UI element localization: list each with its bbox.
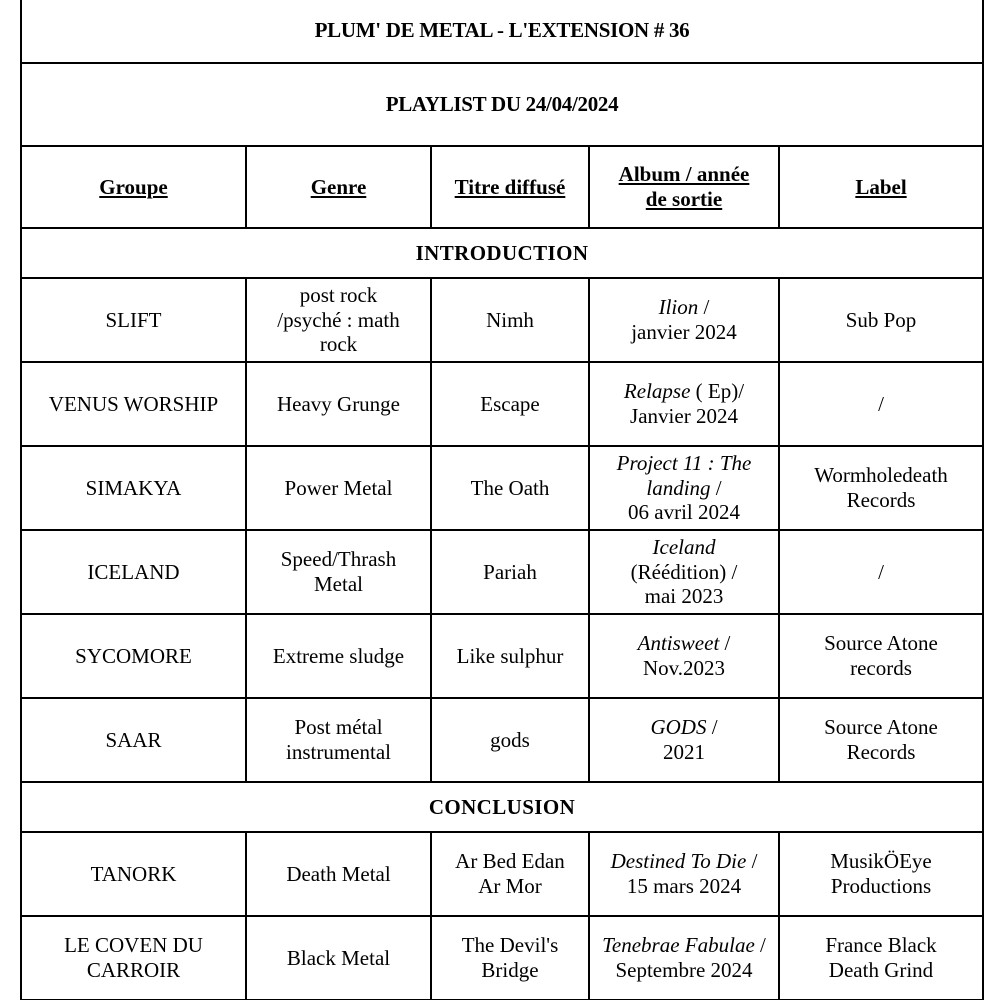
album-release-date: janvier 2024	[631, 320, 737, 344]
cell-line: Death Metal	[286, 861, 391, 886]
cell-line: Records	[846, 740, 916, 764]
cell-label	[779, 698, 983, 782]
cell-titre	[431, 614, 589, 698]
cell-groupe: SYCOMORE	[21, 614, 246, 698]
cell-album	[589, 530, 779, 614]
cell-album	[589, 832, 779, 916]
cell-album	[589, 916, 779, 1000]
page-title: PLUM' DE METAL - L'EXTENSION # 36	[21, 0, 983, 63]
cell-label	[779, 362, 983, 446]
page-subtitle: PLAYLIST DU 24/04/2024	[21, 63, 983, 146]
table-row	[21, 278, 983, 362]
cell-album	[589, 446, 779, 530]
cell-groupe: VENUS WORSHIP	[21, 362, 246, 446]
cell-label	[779, 916, 983, 1000]
album-separator: /	[754, 933, 766, 958]
column-header-titre-label: Titre diffusé	[454, 174, 566, 199]
album-separator: /	[706, 715, 718, 740]
cell-line: Productions	[830, 874, 932, 898]
cell-line: Bridge	[481, 958, 539, 982]
cell-line: instrumental	[286, 740, 391, 764]
cell-line: MusikÖEye	[830, 849, 932, 874]
cell-album	[589, 698, 779, 782]
column-header-album	[589, 146, 779, 228]
album-title: Antisweet	[637, 631, 720, 656]
section-row-introduction	[21, 228, 983, 278]
cell-line: rock	[319, 332, 358, 357]
cell-line: Pariah	[483, 559, 537, 584]
album-release-date: (Réédition) /	[630, 559, 738, 584]
cell-line: Records	[846, 488, 916, 512]
album-separator: /	[719, 631, 731, 656]
cell-line: Ar Mor	[478, 874, 542, 898]
cell-genre	[246, 832, 431, 916]
album-title: Iceland	[652, 534, 716, 559]
cell-line: Like sulphur	[456, 643, 564, 668]
cell-line: Escape	[480, 391, 540, 416]
album-release-date: Septembre 2024	[615, 958, 753, 982]
cell-groupe: SAAR	[21, 698, 246, 782]
column-header-groupe-label: Groupe	[99, 174, 168, 199]
album-separator: ( Ep)/	[690, 379, 745, 404]
cell-line: /psyché : math	[277, 307, 400, 332]
album-release-date: 2021	[663, 740, 705, 764]
cell-line: The Oath	[470, 475, 550, 500]
cell-genre	[246, 916, 431, 1000]
cell-groupe: LE COVEN DU CARROIR	[21, 916, 246, 1000]
section-title-introduction: INTRODUCTION	[21, 228, 983, 278]
cell-line: Nimh	[486, 307, 534, 332]
cell-album	[589, 362, 779, 446]
cell-genre	[246, 278, 431, 362]
cell-label	[779, 446, 983, 530]
table-row	[21, 530, 983, 614]
album-title: Destined To Die	[610, 849, 747, 874]
cell-line: Source Atone	[824, 631, 938, 656]
album-release-date: mai 2023	[644, 584, 724, 609]
cell-line: Source Atone	[824, 715, 938, 740]
section-title-conclusion: CONCLUSION	[21, 782, 983, 832]
cell-label	[779, 530, 983, 614]
cell-line: /	[878, 391, 884, 416]
album-title: Ilion	[658, 295, 699, 320]
column-header-genre-label: Genre	[310, 174, 367, 199]
cell-line: /	[878, 559, 884, 584]
playlist-table-body	[21, 0, 983, 1000]
cell-line: Power Metal	[284, 475, 393, 500]
playlist-table	[20, 0, 984, 1000]
cell-genre	[246, 614, 431, 698]
cell-line: Black Metal	[286, 945, 391, 970]
document-title-row	[21, 0, 983, 63]
cell-titre	[431, 446, 589, 530]
cell-album	[589, 614, 779, 698]
album-release-date: Nov.2023	[642, 656, 726, 680]
album-title: Project 11 : The landing	[616, 450, 752, 500]
column-header-row	[21, 146, 983, 228]
cell-line: France Black	[825, 933, 937, 958]
album-separator: /	[698, 295, 710, 320]
cell-groupe: SLIFT	[21, 278, 246, 362]
album-title: Relapse	[623, 379, 691, 404]
cell-groupe: SIMAKYA	[21, 446, 246, 530]
cell-genre	[246, 362, 431, 446]
cell-label	[779, 832, 983, 916]
table-row	[21, 362, 983, 446]
column-header-genre	[246, 146, 431, 228]
column-header-titre	[431, 146, 589, 228]
column-header-label	[779, 146, 983, 228]
section-row-conclusion	[21, 782, 983, 832]
album-release-date: Janvier 2024	[630, 404, 738, 428]
cell-titre	[431, 916, 589, 1000]
table-row	[21, 832, 983, 916]
cell-titre	[431, 832, 589, 916]
album-title: GODS	[650, 715, 707, 740]
cell-label	[779, 278, 983, 362]
album-separator: /	[746, 849, 758, 874]
cell-line: Heavy Grunge	[276, 391, 401, 416]
cell-groupe: TANORK	[21, 832, 246, 916]
cell-line: Extreme sludge	[272, 643, 405, 668]
column-header-album-line1: Album / année	[618, 162, 750, 187]
album-release-date: 06 avril 2024	[628, 500, 740, 525]
cell-album	[589, 278, 779, 362]
cell-line: Post métal	[294, 715, 383, 740]
cell-groupe: ICELAND	[21, 530, 246, 614]
document-subtitle-row	[21, 63, 983, 146]
cell-line: The Devil's	[461, 933, 559, 958]
column-header-groupe	[21, 146, 246, 228]
cell-genre	[246, 698, 431, 782]
cell-titre	[431, 530, 589, 614]
album-title: Tenebrae Fabulae	[602, 933, 755, 958]
cell-titre	[431, 278, 589, 362]
cell-titre	[431, 362, 589, 446]
cell-line: records	[850, 656, 912, 680]
cell-genre	[246, 530, 431, 614]
cell-line: Wormholedeath	[814, 463, 948, 488]
cell-line: gods	[490, 727, 530, 752]
cell-titre	[431, 698, 589, 782]
cell-line: Ar Bed Edan	[455, 849, 565, 874]
column-header-label-label: Label	[855, 174, 907, 199]
album-release-date: 15 mars 2024	[626, 874, 742, 898]
cell-line: Death Grind	[828, 958, 934, 982]
cell-line: Sub Pop	[845, 307, 917, 332]
column-header-album-line2: de sortie	[645, 187, 723, 211]
cell-line: Speed/Thrash	[280, 547, 397, 572]
cell-label	[779, 614, 983, 698]
cell-line: Metal	[314, 572, 363, 596]
table-row	[21, 614, 983, 698]
table-row	[21, 916, 983, 1000]
table-row	[21, 698, 983, 782]
cell-line: post rock	[299, 282, 378, 307]
table-row	[21, 446, 983, 530]
album-separator: /	[710, 475, 722, 500]
cell-genre	[246, 446, 431, 530]
